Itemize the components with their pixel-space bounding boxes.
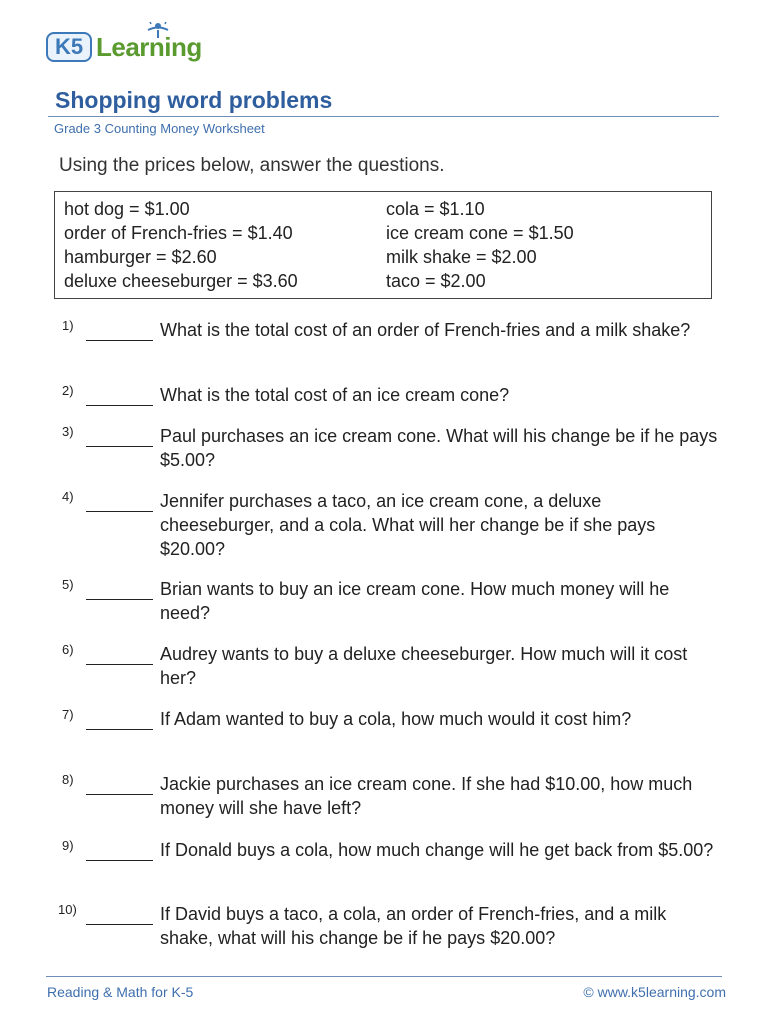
instructions: Using the prices below, answer the questions.: [59, 155, 445, 176]
question-number: 2): [62, 383, 74, 398]
answer-blank[interactable]: [86, 511, 153, 512]
price-item: deluxe cheeseburger = $3.60: [64, 271, 298, 291]
answer-blank[interactable]: [86, 729, 153, 730]
question-number: 5): [62, 577, 74, 592]
page-title: Shopping word problems: [55, 87, 333, 113]
question-text: What is the total cost of an order of French-fries and a milk shake?: [160, 320, 691, 340]
question-text: What is the total cost of an ice cream cone?: [160, 385, 510, 405]
footer-divider: [46, 976, 722, 977]
question-number: 10): [58, 902, 77, 917]
answer-blank[interactable]: [86, 340, 153, 341]
price-item: order of French-fries = $1.40: [64, 223, 293, 243]
footer-tagline: Reading & Math for K-5: [47, 984, 194, 1000]
question-text: If Adam wanted to buy a cola, how much would it cost him?: [160, 709, 632, 729]
question-text: Jackie purchases an ice cream cone. If she had $10.00, how much money will she have left?: [160, 774, 693, 818]
question-number: 9): [62, 838, 74, 853]
question-text: If David buys a taco, a cola, an order of French-fries, and a milk shake, what will his change be if he pays $20.00?: [160, 904, 667, 948]
answer-blank[interactable]: [86, 599, 153, 600]
question-text: Jennifer purchases a taco, an ice cream cone, a deluxe cheeseburger, and a cola. What will her change be if she pays $20.00?: [160, 491, 656, 559]
price-item: ice cream cone = $1.50: [386, 223, 574, 243]
price-column-right: [386, 197, 574, 293]
question-text: If Donald buys a cola, how much change will he get back from $5.00?: [160, 840, 714, 860]
question-number: 1): [62, 318, 74, 333]
page-subtitle: Grade 3 Counting Money Worksheet: [54, 121, 265, 136]
price-item: hamburger = $2.60: [64, 247, 217, 267]
price-item: cola = $1.10: [386, 199, 485, 219]
answer-blank[interactable]: [86, 794, 153, 795]
price-item: taco = $2.00: [386, 271, 486, 291]
logo-person-icon: [146, 22, 170, 40]
question-number: 8): [62, 772, 74, 787]
title-divider: [48, 116, 719, 117]
answer-blank[interactable]: [86, 924, 153, 925]
question-text: Paul purchases an ice cream cone. What will his change be if he pays $5.00?: [160, 426, 718, 470]
price-list-box: [54, 191, 712, 299]
answer-blank[interactable]: [86, 446, 153, 447]
answer-blank[interactable]: [86, 664, 153, 665]
price-item: milk shake = $2.00: [386, 247, 537, 267]
question-text: Brian wants to buy an ice cream cone. How much money will he need?: [160, 579, 670, 623]
question-number: 6): [62, 642, 74, 657]
question-number: 4): [62, 489, 74, 504]
question-number: 3): [62, 424, 74, 439]
answer-blank[interactable]: [86, 405, 153, 406]
price-column-left: [64, 197, 298, 293]
footer-website-link[interactable]: © www.k5learning.com: [583, 984, 726, 1000]
price-item: hot dog = $1.00: [64, 199, 190, 219]
question-text: Audrey wants to buy a deluxe cheeseburger. How much will it cost her?: [160, 644, 688, 688]
question-number: 7): [62, 707, 74, 722]
k5-learning-logo: [46, 22, 216, 66]
logo-k5-badge: K5: [46, 32, 92, 62]
logo-wordmark: Learning: [96, 32, 202, 62]
answer-blank[interactable]: [86, 860, 153, 861]
